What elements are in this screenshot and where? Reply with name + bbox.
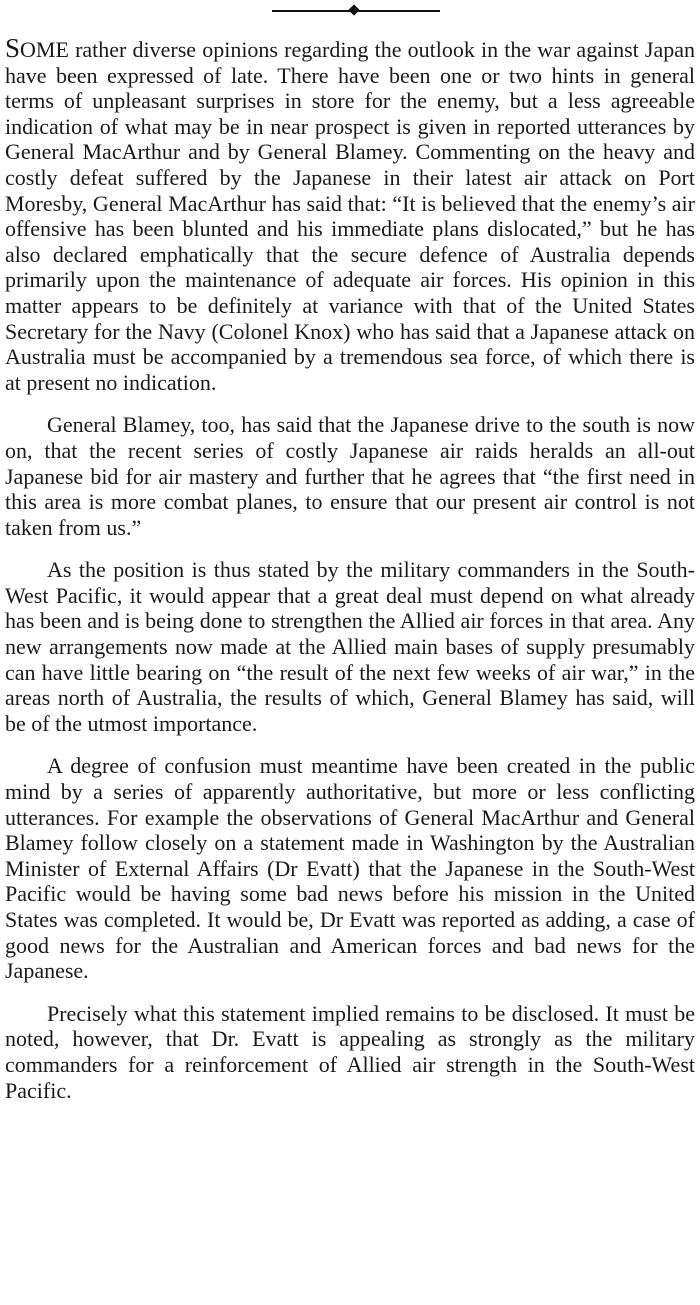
paragraph-3: As the position is thus stated by the military commanders in the South-West Pacific, it would appear that a great deal must depend on what already has been and is being done to strengthen the Allied air forces in that area. Any new arrangements now made at the Allied main bases of supply presumably can have little bearing on “the result of the next few weeks of air war,” in the areas north of Australia, the results of which, General Blamey has said, will be of the utmost importance.	[5, 557, 695, 736]
paragraph-2: General Blamey, too, has said that the Japanese drive to the south is now on, that the recent series of costly Japanese air raids heralds an all-out Japanese bid for air mastery and further that he agrees that “the first need in this area is more combat planes, to ensure that our present air control is not taken from us.”	[5, 412, 695, 540]
paragraph-4: A degree of confusion must meantime have been created in the public mind by a series of apparently authoritative, but more or less conflicting utterances. For example the observations of General MacArthur and General Blamey follow closely on a statement made in Washington by the Australian Minister of External Affairs (Dr Evatt) that the Japanese in the South-West Pacific would be having some bad news before his mission in the United States was completed. It would be, Dr Evatt was reported as adding, a case of good news for the Australian and American forces and bad news for the Japanese.	[5, 753, 695, 984]
diamond-ornament-icon	[348, 4, 359, 15]
paragraph-1	[5, 33, 695, 395]
paragraph-5: Precisely what this statement implied remains to be disclosed. It must be noted, however, that Dr. Evatt is appealing as strongly as the military commanders for a reinforcement of Allied air strength in the South-West Pacific.	[5, 1000, 695, 1103]
paragraph-1-text: rather diverse opinions regarding the outlook in the war against Japan have been expressed of late. There have been one or two hints in general terms of unpleasant surprises in store for the enemy, but a less agreeable indication of what may be in near prospect is given in reported utterances by General MacArthur and by General Blamey. Commenting on the heavy and costly defeat suffered by the Japanese in their latest air attack on Port Moresby, General MacArthur has said that: “It is believed that the enemy’s air offensive has been blunted and his immediate plans dislocated,” but he has also declared emphatically that the secure defence of Australia depends primarily upon the maintenance of adequate air forces. His opinion in this matter appears to be definitely at variance with that of the United States Secretary for the Navy (Colonel Knox) who has said that a Japanese attack on Australia must be accompanied by a tremendous sea force, of which there is at present no indication.	[5, 37, 695, 395]
editorial-article	[5, 33, 695, 1103]
ornamental-rule	[272, 6, 440, 16]
initial-capital: S	[5, 33, 21, 63]
first-word-small-caps: OME	[20, 37, 69, 62]
